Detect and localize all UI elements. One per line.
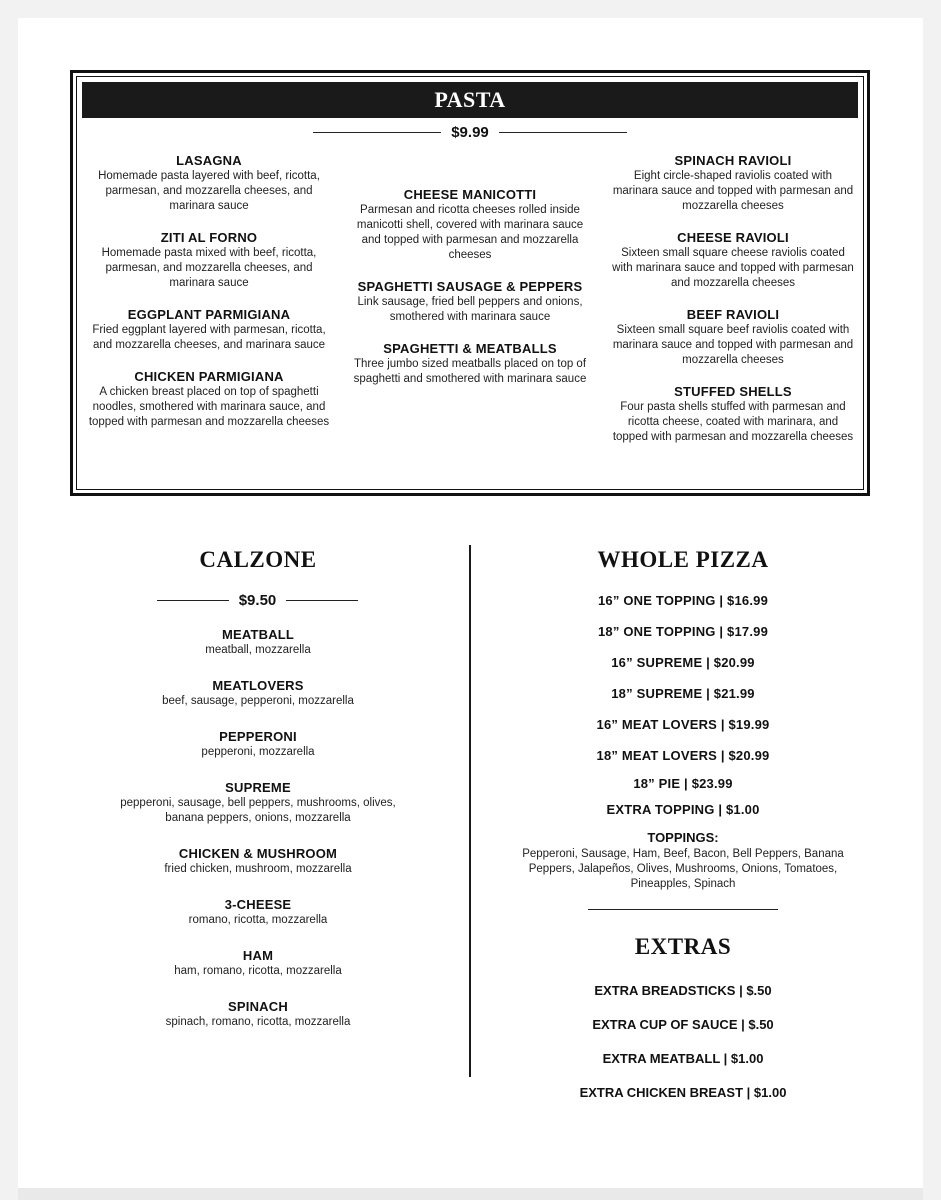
pasta-column-left [88, 153, 330, 446]
item-name: CHICKEN PARMIGIANA [134, 369, 284, 384]
pizza-price-line: 18” MEAT LOVERS | $20.99 [596, 748, 770, 763]
item-name: PEPPERONI [219, 729, 297, 744]
item-name: SPAGHETTI SAUSAGE & PEPPERS [357, 279, 583, 294]
menu-item [118, 948, 398, 979]
item-name: BEEF RAVIOLI [686, 307, 780, 322]
menu-item [118, 780, 398, 826]
item-description: Sixteen small square beef raviolis coated with marinara sauce and topped with parmesan and mozzarella cheeses [612, 324, 854, 366]
item-name: STUFFED SHELLS [674, 384, 792, 399]
pizza-price-line: 16” ONE TOPPING | $16.99 [597, 593, 769, 608]
menu-item [612, 307, 854, 368]
price-rule-left [157, 600, 229, 601]
price-rule-left [313, 132, 441, 133]
calzone-list [118, 627, 398, 1050]
pizza-price-line: 18” ONE TOPPING | $17.99 [597, 624, 769, 639]
menu-item [118, 897, 398, 928]
pasta-price-row [308, 122, 632, 142]
item-name: MEATLOVERS [212, 678, 304, 693]
item-name: ZITI AL FORNO [160, 230, 258, 245]
price-rule-right [499, 132, 627, 133]
item-description: fried chicken, mushroom, mozzarella [164, 863, 352, 875]
pizza-price-line: 18” PIE | $23.99 [633, 776, 733, 791]
extras-price-line: EXTRA MEATBALL | $1.00 [602, 1051, 764, 1066]
item-name: SPINACH [228, 999, 288, 1014]
price-rule-right [286, 600, 358, 601]
menu-item [118, 846, 398, 877]
pasta-column-right [612, 153, 854, 461]
menu-item [118, 678, 398, 709]
item-description: beef, sausage, pepperoni, mozzarella [162, 695, 354, 707]
item-name: CHEESE MANICOTTI [403, 187, 537, 202]
item-description: Link sausage, fried bell peppers and onions, smothered with marinara sauce [357, 296, 583, 323]
whole-pizza-title: WHOLE PIZZA [597, 547, 769, 572]
pizza-price-line: 16” MEAT LOVERS | $19.99 [596, 717, 770, 732]
item-description: Homemade pasta mixed with beef, ricotta, parmesan, and mozzarella cheeses, and marinara sauce [101, 247, 317, 289]
item-description: ham, romano, ricotta, mozzarella [174, 965, 342, 977]
menu-item [88, 307, 330, 353]
pasta-title: PASTA [82, 82, 858, 118]
item-description: Sixteen small square cheese raviolis coated with marinara sauce and topped with parmesan and mozzarella cheeses [612, 247, 854, 289]
item-description: Four pasta shells stuffed with parmesan and ricotta cheese, coated with marinara, and topped with parmesan and mozzarella cheeses [612, 401, 854, 443]
calzone-price: $9.50 [238, 591, 277, 609]
bottom-strip [18, 1188, 923, 1200]
menu-item [348, 279, 592, 325]
menu-item [348, 187, 592, 263]
extras-list [508, 974, 858, 1110]
extras-price-line: EXTRA CUP OF SAUCE | $.50 [592, 1017, 774, 1032]
menu-item [88, 369, 330, 430]
item-description: Eight circle-shaped raviolis coated with marinara sauce and topped with parmesan and mozzarella cheeses [612, 170, 854, 212]
item-name: CHICKEN & MUSHROOM [178, 846, 338, 861]
pasta-price: $9.99 [451, 123, 489, 141]
item-description: Three jumbo sized meatballs placed on top of spaghetti and smothered with marinara sauce [353, 358, 587, 385]
item-description: Fried eggplant layered with parmesan, ricotta, and mozzarella cheeses, and marinara sauce [92, 324, 326, 351]
menu-item [612, 230, 854, 291]
item-name: EGGPLANT PARMIGIANA [127, 307, 291, 322]
pasta-column-middle [348, 187, 592, 403]
pizza-price-line: EXTRA TOPPING | $1.00 [606, 802, 760, 817]
column-divider [469, 545, 471, 1077]
menu-item [88, 153, 330, 214]
extras-title: EXTRAS [634, 934, 732, 959]
item-description: pepperoni, sausage, bell peppers, mushrooms, olives, banana peppers, onions, mozzarella [120, 797, 396, 824]
menu-item [118, 627, 398, 658]
pizza-price-line: 18” SUPREME | $21.99 [611, 686, 755, 701]
item-name: LASAGNA [176, 153, 242, 168]
item-description: A chicken breast placed on top of spaghetti noodles, smothered with marinara sauce, and topped with parmesan and mozzarella cheeses [88, 386, 330, 428]
toppings-title: TOPPINGS: [647, 830, 719, 845]
item-name: CHEESE RAVIOLI [677, 230, 789, 245]
item-name: SUPREME [225, 780, 291, 795]
menu-item [118, 729, 398, 760]
item-name: SPINACH RAVIOLI [674, 153, 792, 168]
item-description: pepperoni, mozzarella [201, 746, 315, 758]
extras-price-line: EXTRA BREADSTICKS | $.50 [594, 983, 772, 998]
item-description: spinach, romano, ricotta, mozzarella [165, 1016, 351, 1028]
pizza-price-line: 16” SUPREME | $20.99 [611, 655, 755, 670]
menu-item [88, 230, 330, 291]
item-name: 3-CHEESE [224, 897, 292, 912]
section-rule [588, 909, 778, 910]
item-description: Homemade pasta layered with beef, ricotta, parmesan, and mozzarella cheeses, and marinara sauce [98, 170, 320, 212]
menu-item [612, 153, 854, 214]
whole-pizza-list [508, 585, 858, 892]
item-description: meatball, mozzarella [205, 644, 311, 656]
menu-item [348, 341, 592, 387]
menu-item [118, 999, 398, 1030]
item-name: HAM [242, 948, 274, 963]
item-description: romano, ricotta, mozzarella [188, 914, 328, 926]
calzone-title: CALZONE [199, 547, 317, 572]
extras-price-line: EXTRA CHICKEN BREAST | $1.00 [579, 1085, 787, 1100]
item-name: MEATBALL [221, 627, 295, 642]
calzone-price-row [155, 590, 360, 610]
item-description: Parmesan and ricotta cheeses rolled inside manicotti shell, covered with marinara sauce and topped with parmesan and mozzarella cheeses [356, 204, 584, 261]
toppings-list: Pepperoni, Sausage, Ham, Beef, Bacon, Bell Peppers, Banana Peppers, Jalapeños, Olives, Mushrooms, Onions, Tomatoes, Pineapples, Spinach [522, 848, 844, 890]
menu-item [612, 384, 854, 445]
item-name: SPAGHETTI & MEATBALLS [383, 341, 557, 356]
